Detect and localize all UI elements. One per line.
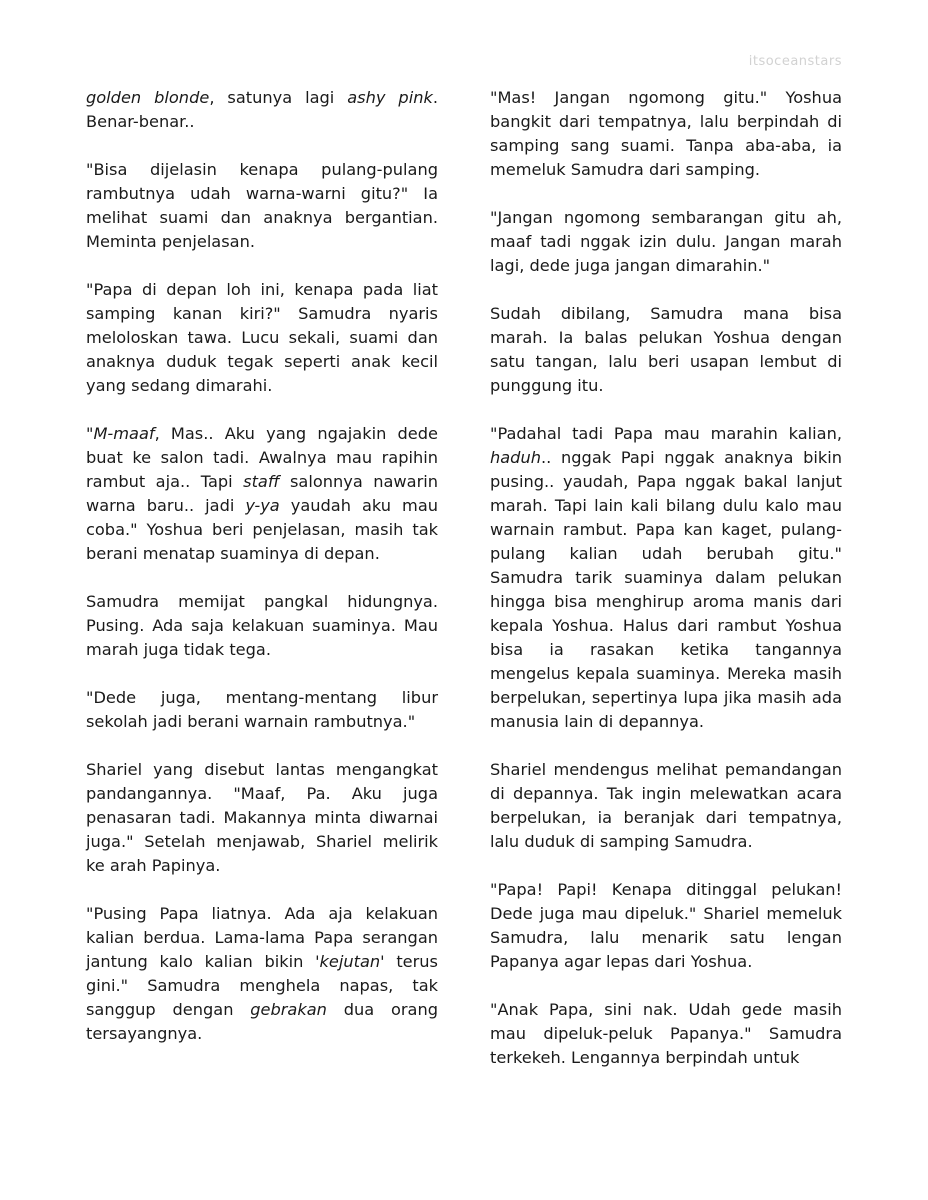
paragraph: "Anak Papa, sini nak. Udah gede masih mau dipeluk-peluk Papanya." Samudra terkekeh. Lengannya berpindah untuk	[490, 1000, 842, 1067]
text: "Padahal tadi Papa mau marahin kalian,	[490, 424, 842, 443]
text: terus gini." Samudra menghela napas, tak sanggup dengan	[86, 952, 438, 1019]
italic-text: M-maaf	[93, 424, 155, 443]
italic-text: haduh	[490, 448, 541, 467]
paragraph: "Papa di depan loh ini, kenapa pada liat samping kanan kiri?" Samudra nyaris meloloskan tawa. Lucu sekali, suami dan anaknya duduk tegak seperti anak kecil yang sedang dimarahi.	[86, 280, 438, 395]
text: , Mas.. Aku yang ngajakin dede buat ke salon tadi. Awalnya mau rapihin rambut aja.. Tapi	[86, 424, 438, 491]
left-column	[86, 86, 438, 1046]
text: salonnya nawarin warna baru.. jadi	[86, 472, 438, 515]
paragraph	[490, 422, 842, 734]
paragraph: "Dede juga, mentang-mentang libur sekolah jadi berani warnain rambutnya."	[86, 688, 438, 731]
text: dua orang tersayangnya.	[86, 1000, 438, 1043]
right-column	[490, 86, 842, 1070]
text: "Pusing Papa liatnya. Ada aja kelakuan kalian berdua. Lama-lama Papa serangan jantung kalo kalian bikin	[86, 904, 438, 971]
italic-text: golden blonde	[86, 88, 210, 107]
paragraph	[86, 86, 438, 134]
paragraph: Sudah dibilang, Samudra mana bisa marah. Ia balas pelukan Yoshua dengan satu tangan, lalu beri usapan lembut di punggung itu.	[490, 304, 842, 395]
text: .. nggak Papi nggak anaknya bikin pusing.. yaudah, Papa nggak bakal lanjut marah. Tapi lain kali bilang dulu kalo mau warnain rambut. Papa kan kaget, pulang-pulang kalian udah berubah gitu." Samudra tarik suaminya dalam pelukan hingga bisa menghirup aroma manis dari kepala Yoshua. Halus dari rambut Yoshua bisa ia rasakan ketika tangannya mengelus kepala suaminya. Mereka masih berpelukan, sepertinya lupa jika masih ada manusia lain di depannya.	[490, 448, 842, 731]
italic-text: staff	[243, 472, 280, 491]
text: "	[86, 424, 94, 443]
paragraph: "Bisa dijelasin kenapa pulang-pulang rambutnya udah warna-warni gitu?" Ia melihat suami dan anaknya bergantian. Meminta penjelasan.	[86, 160, 438, 251]
paragraph: Shariel yang disebut lantas mengangkat pandangannya. "Maaf, Pa. Aku juga penasaran tadi. Makannya minta diwarnai juga." Setelah menjawab, Shariel melirik ke arah Papinya.	[86, 760, 438, 875]
italic-text: y-ya	[245, 496, 280, 515]
text: yaudah aku mau coba." Yoshua beri penjelasan, masih tak berani menatap suaminya di depan.	[86, 496, 438, 563]
paragraph: Samudra memijat pangkal hidungnya. Pusing. Ada saja kelakuan suaminya. Mau marah juga tidak tega.	[86, 592, 438, 659]
paragraph	[86, 902, 438, 1046]
text: . Benar-benar..	[86, 88, 438, 131]
italic-text: 'kejutan'	[315, 952, 385, 971]
italic-text: ashy pink	[347, 88, 433, 107]
paragraph	[86, 422, 438, 566]
paragraph: "Mas! Jangan ngomong gitu." Yoshua bangkit dari tempatnya, lalu berpindah di samping sang suami. Tanpa aba-aba, ia memeluk Samudra dari samping.	[490, 88, 842, 179]
italic-text: gebrakan	[250, 1000, 327, 1019]
paragraph: "Papa! Papi! Kenapa ditinggal pelukan! Dede juga mau dipeluk." Shariel memeluk Samudra, lalu menarik satu lengan Papanya agar lepas dari Yoshua.	[490, 880, 842, 971]
paragraph: "Jangan ngomong sembarangan gitu ah, maaf tadi nggak izin dulu. Jangan marah lagi, dede juga jangan dimarahin."	[490, 208, 842, 275]
paragraph: Shariel mendengus melihat pemandangan di depannya. Tak ingin melewatkan acara berpelukan, ia beranjak dari tempatnya, lalu duduk di samping Samudra.	[490, 760, 842, 851]
text: , satunya lagi	[209, 88, 348, 107]
watermark: itsoceanstars	[748, 54, 842, 69]
